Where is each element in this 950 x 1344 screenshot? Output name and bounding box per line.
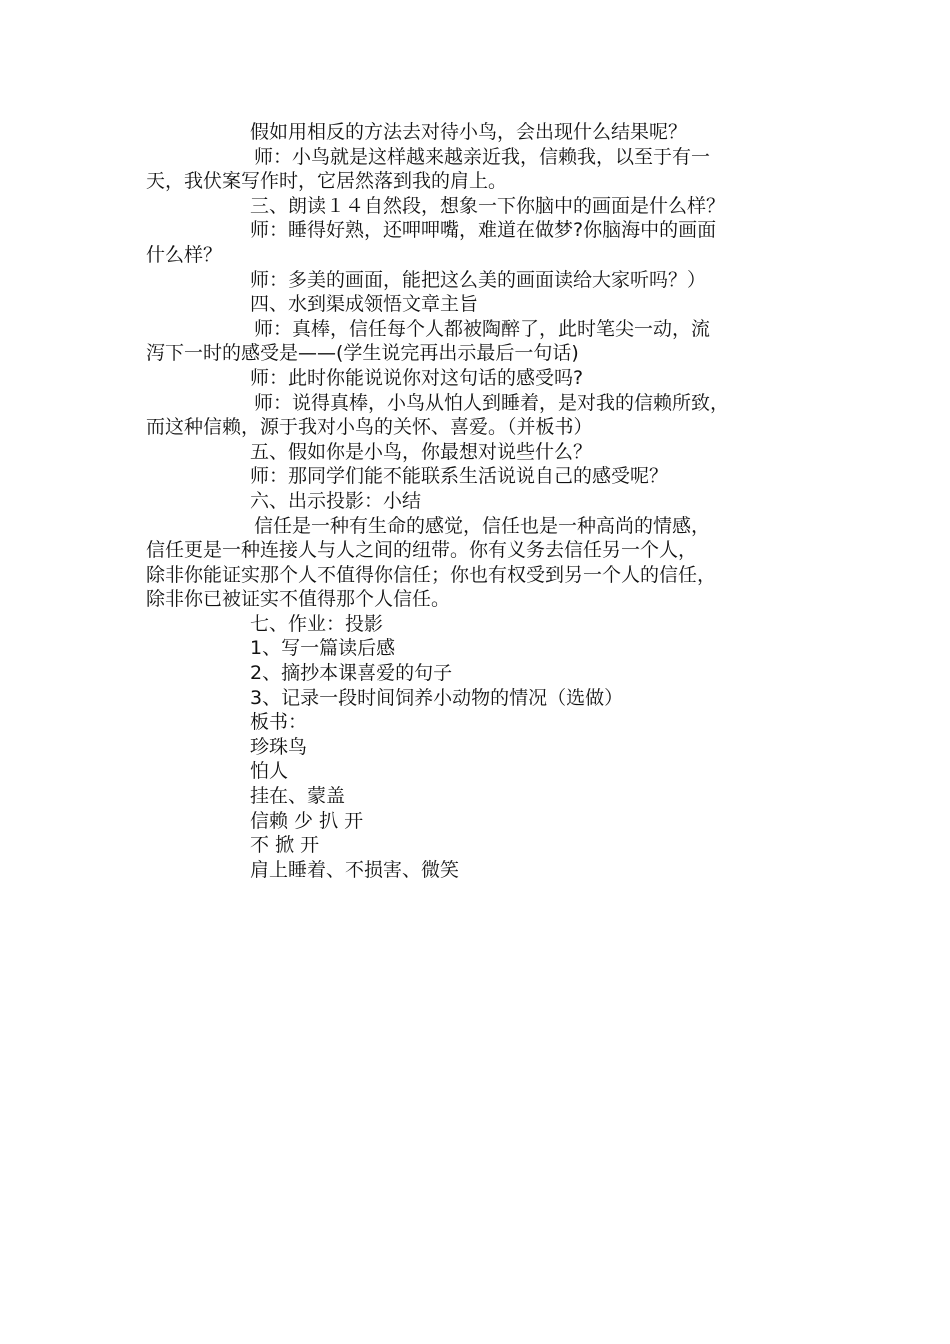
section-heading: 六、出示投影：小结 xyxy=(250,489,422,512)
text-line: 泻下一时的感受是——(学生说完再出示最后一句话) xyxy=(146,342,579,365)
text-line: 而这种信赖，源于我对小鸟的关怀、喜爱。（并板书） xyxy=(146,416,593,439)
text-line: 师：小鸟就是这样越来越亲近我，信赖我，以至于有一 xyxy=(254,145,711,168)
text-line: 师：多美的画面，能把这么美的画面读给大家听吗？） xyxy=(250,268,707,291)
document-body xyxy=(146,120,808,882)
section-heading: 七、作业：投影 xyxy=(250,612,384,635)
board-item: 怕人 xyxy=(250,760,289,783)
text-line: 信任更是一种连接人与人之间的纽带。你有义务去信任另一个人， xyxy=(146,539,698,562)
board-item: 挂在、蒙盖 xyxy=(250,785,346,808)
text-line: 信任是一种有生命的感觉，信任也是一种高尚的情感， xyxy=(254,514,711,537)
text-line: 师：睡得好熟，还呷呷嘴，难道在做梦?你脑海中的画面 xyxy=(250,219,717,242)
text-line: 什么样？ xyxy=(146,243,223,266)
section-heading: 五、假如你是小鸟，你最想对说些什么？ xyxy=(250,440,593,463)
text-line: 师：说得真棒，小鸟从怕人到睡着，是对我的信赖所致， xyxy=(254,391,730,414)
text-line: 除非你已被证实不值得那个人信任。 xyxy=(146,588,451,611)
text-line: 假如用相反的方法去对待小鸟，会出现什么结果呢？ xyxy=(250,121,688,143)
text-line: 天，我伏案写作时，它居然落到我的肩上。 xyxy=(146,170,508,193)
text-line: 三、朗读１４自然段，想象一下你脑中的画面是什么样？ xyxy=(250,194,726,217)
text-line: 除非你能证实那个人不值得你信任；你也有权受到另一个人的信任， xyxy=(146,563,717,586)
section-heading: 四、水到渠成领悟文章主旨 xyxy=(250,293,479,316)
homework-item: 2、摘抄本课喜爱的句子 xyxy=(250,662,453,685)
board-heading: 板书： xyxy=(250,711,308,734)
homework-item: 3、记录一段时间饲养小动物的情况（选做） xyxy=(250,686,624,709)
board-item: 信赖 少 扒 开 xyxy=(250,809,364,832)
board-item: 肩上睡着、不损害、微笑 xyxy=(250,858,460,881)
text-line: 师：真棒，信任每个人都被陶醉了，此时笔尖一动，流 xyxy=(254,317,711,340)
text-line: 师：此时你能说说你对这句话的感受吗? xyxy=(250,366,584,389)
text-line: 师：那同学们能不能联系生活说说自己的感受呢？ xyxy=(250,465,669,488)
board-item: 不 掀 开 xyxy=(250,834,320,857)
homework-item: 1、写一篇读后感 xyxy=(250,637,396,660)
board-item: 珍珠鸟 xyxy=(250,735,308,758)
